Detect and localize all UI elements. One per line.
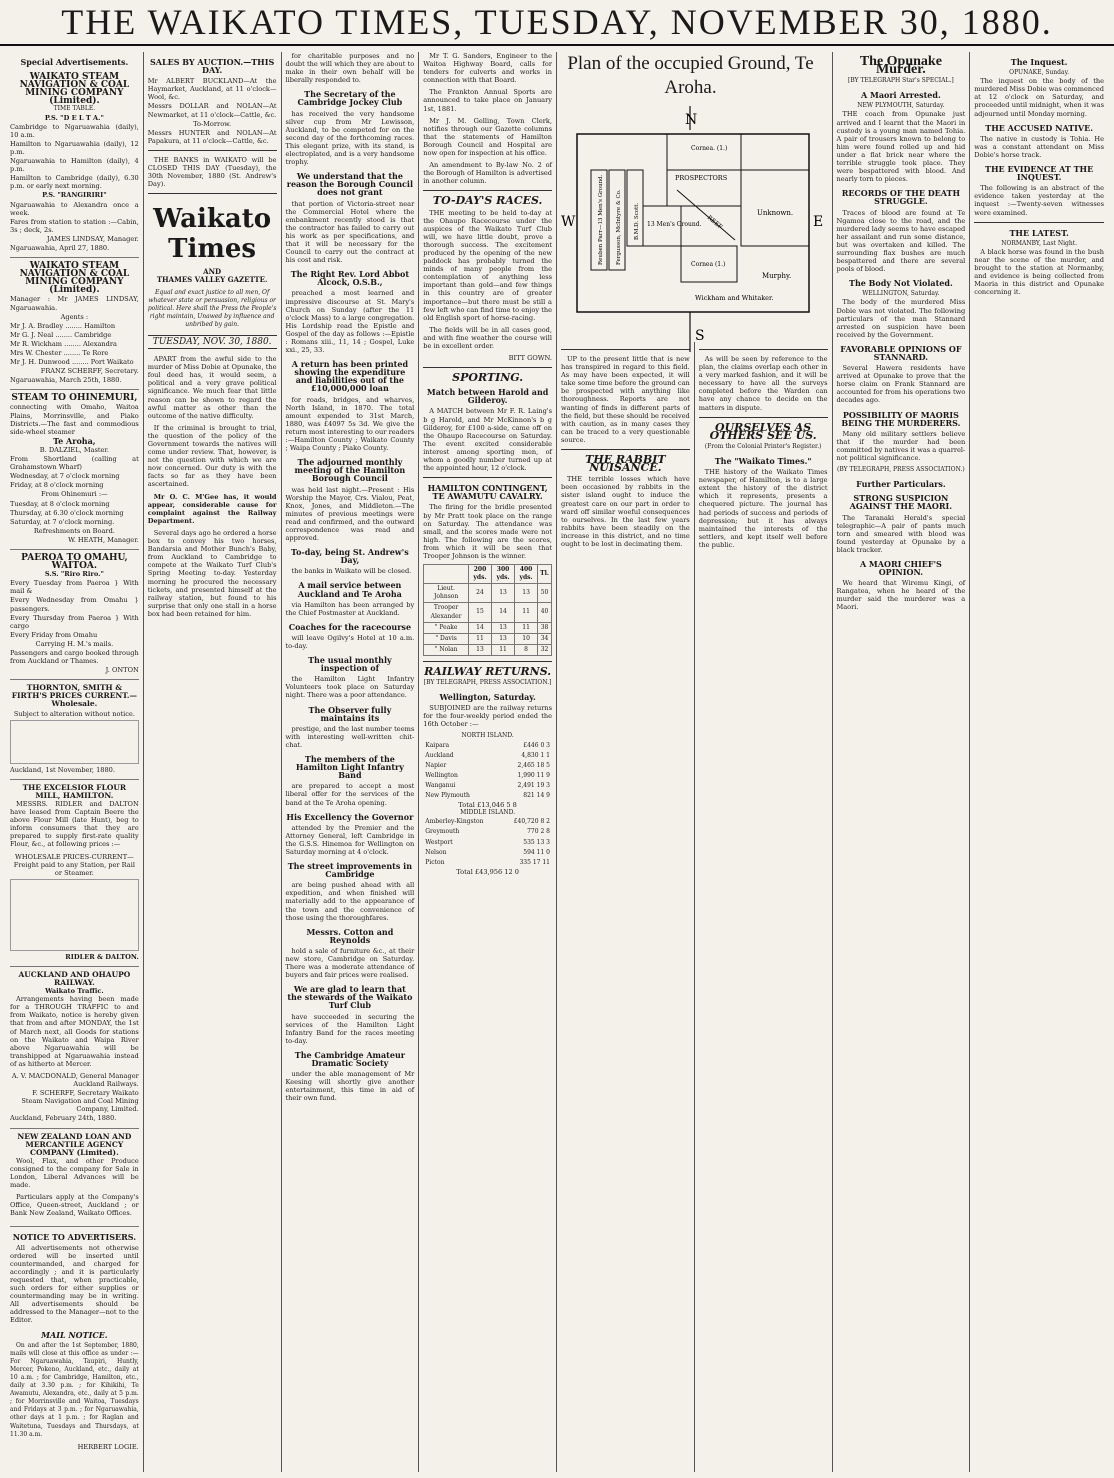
others-source: (From the Colonial Printer's Register.) (704, 442, 822, 450)
table-cell: 14 (492, 603, 515, 622)
price-table (10, 879, 139, 951)
ad-paragraph: Arrangements having been made for a THROUGH TRAFFIC to and from Waikato, notice is hereby given that from and after MONDAY, the 1st of March next, all Goods for stations on the Waikato and Waipa River above Ngaruawahia will be transhipped at Ngaruawahia instead of as hitherto at Mercer. (10, 995, 139, 1068)
compass-west: W (561, 214, 576, 230)
ad-line: Wednesday, at 7 o'clock morning (10, 472, 120, 481)
bmd-label: B.M.D. Scott. (634, 202, 640, 240)
accused-heading: THE ACCUSED NATIVE. (985, 122, 1094, 133)
table-cell: " Nolan (424, 644, 469, 655)
match-text: A MATCH between Mr F. R. Laing's b g Harold, and Mr McKinnon's b g Gilderoy, for £100 a-side, came off on the Ohaupo Racecourse on Saturday. The event excited considerable interest among sporting men, of whom a goodly number turned up at the appointed hour, 12 o'clock. (423, 407, 552, 473)
unknown-claim (741, 170, 809, 246)
ad-steam-ohinemuri (10, 390, 139, 550)
column-inquest (970, 52, 1108, 1472)
body-text: The body of the murdered Miss Dobie was not violated. The following particulars of the man Stannard arrested on suspicion have been received by the Government. (836, 298, 966, 339)
chief-heading: A MAORI CHIEF'S OPINION. (859, 558, 942, 578)
news-heading: A mail service between Auckland and Te Aroha (297, 580, 402, 599)
ad-line: Auckland, February 24th, 1880. (10, 1114, 117, 1123)
races-paragraph: The fields will be in all cases good, and with fine weather the course will be in excellent order. (423, 325, 552, 350)
news-paragraph: Mr T. G. Sanders, Engineer to the Waitoa Highway Board, calls for tenders for culverts and works in connection with that Board. (423, 52, 552, 85)
news-paragraph: An amendment to By-law No. 2 of the Borough of Hamilton is advertised in another column. (423, 161, 552, 186)
sales-line: Messrs DOLLAR and NOLAN—At Newmarket, at 11 o'clock—Cattle, &c. (147, 102, 277, 119)
news-heading: To-day, being St. Andrew's Day, (291, 547, 409, 566)
column-editorial (144, 52, 282, 1472)
ad-line: Every Thursday from Paeroa } With cargo (10, 613, 139, 630)
news-heading: The Observer fully maintains its (308, 704, 392, 723)
ad-line: Carrying H. M.'s mails. (35, 639, 114, 648)
news-paragraph: are prepared to accept a most liberal offer for the services of the band at the Te Aroha opening. (285, 782, 415, 807)
table-cell: Trooper Alexander (424, 603, 469, 622)
ad-line: Hamilton to Ngaruawahia (daily), 12 p.m. (10, 139, 139, 156)
column-local-news (282, 52, 420, 1472)
ad-line: WHOLESALE PRICES-CURRENT—Freight paid to any Station, per Rail or Steamer. (13, 852, 135, 877)
table-cell: £446 0 3 (523, 741, 550, 749)
compass-south: S (695, 328, 705, 344)
table-cell: 594 11 0 (523, 848, 550, 856)
inquest-text: The inquest on the body of the murdered Miss Dobie was commenced at 12 o'clock on Saturday, and proceeded until midnight, when it was adjourned until Monday morning. (974, 77, 1104, 118)
news-paragraph: attended by the Premier and the Attorney General, left Cambridge in the G.S.S. Hinemoa for Wellington on Saturday morning at 4 o'clock. (285, 823, 415, 856)
scores-header-cell: 200 yds. (468, 565, 491, 584)
mcgee-text: Several days ago he ordered a horse box to convey his two horses, Bandarsia and Mother Bunch's Baby, from Auckland to Cambridge to compete at the Waikato Turf Club's Spring Meeting to-day. Yesterday morning he procured the necessary tickets, and presented himself at the railway station, but found to his surprise that only one stall in a horse box had been retained for him. (147, 528, 277, 618)
inquest-heading: The Inquest. (1010, 57, 1068, 67)
table-row (424, 603, 552, 622)
cornea-label: Cornea. (1.) (691, 145, 728, 152)
news-heading: The members of the Hamilton Light Infantry Band (295, 754, 404, 781)
leader-paragraph: If the criminal is brought to trial, the question of the policy of the Government towards the natives will come under review. That, however, is not the question with which we are now concerned. Our duty is with the facts so far as they have been ascertained. (147, 423, 277, 489)
ad-title: WAIKATO STEAM NAVIGATION & COAL MINING COMPANY (Limited). (19, 72, 130, 107)
ad-line: Mr J. H. Dunwood ........ Port Waikato (10, 358, 134, 367)
contingent-heading: HAMILTON CONTINGENT, TE AWAMUTU CAVALRY. (427, 483, 548, 502)
leader-paragraph: APART from the awful side to the murder of Miss Dobie at Opunake, the foul deed has, it would seem, a political and a very grave political significance. We much fear that little reason can be shown to regard the awful matter as other than the outcome of the native difficulty. (147, 355, 277, 420)
news-heading: The street improvements in Cambridge (287, 861, 413, 880)
sales-line: Mr ALBERT BUCKLAND—At the Haymarket, Auckland, at 11 o'clock—Wool, &c. (147, 77, 277, 102)
ad-line: Ngaruawahia, April 27, 1880. (10, 243, 110, 252)
table-row (423, 838, 552, 848)
news-paragraph: The Frankton Annual Sports are announced to take place on January 1st, 1881. (423, 88, 552, 113)
ad-waikato-steam (10, 69, 139, 258)
news-heading: The usual monthly inspection of (308, 655, 392, 674)
news-paragraph: for roads, bridges, and wharves, North Island, in 1870. The total amount expended to 31st March, 1880, was £4097 5s 3d. We give the return most interesting to our readers :—Hamilton County ; Waikato County ; Waipa County ; Piako County. (285, 395, 415, 453)
ad-line: Fares from station to station :—Cabin, 3s ; deck, 2s. (10, 217, 139, 234)
ad-title: WAIKATO STEAM NAVIGATION & COAL MINING COMPANY (Limited). (19, 261, 130, 296)
table-cell: £40,720 8 2 (513, 818, 550, 826)
ad-line: From Ohinemuri :— (41, 490, 108, 499)
table-row (423, 817, 552, 827)
ad-line: Every Tuesday from Paeroa } With mail & (10, 579, 139, 596)
table-cell: Nelson (425, 848, 447, 856)
strong-heading: STRONG SUSPICION AGAINST THE MAORI. (849, 493, 953, 512)
news-paragraph: was held last night.—Present : His Worship the Mayor, Crs. Vialou, Peat, Knox, Jones, and Middleton.—The minutes of previous meetings were read and confirmed, and the outward correspondence was read and approved. (285, 485, 415, 543)
ad-paeroa-omahu (10, 550, 139, 680)
table-cell: 34 (538, 633, 552, 644)
table-cell: Lieut. Johnson (424, 584, 469, 603)
scores-table (423, 564, 552, 656)
favour-heading: FAVORABLE OPINIONS OF STANNARD. (840, 343, 962, 362)
unknown-label: Unknown. (757, 209, 794, 217)
ad-waikato-agents (10, 258, 139, 390)
chief-text: We heard that Wiremu Kingi, of Rangatea, when he heard of the murder said the murderer was a Maori. (836, 579, 966, 612)
table-row (423, 761, 552, 771)
body-heading: The Body Not Violated. (849, 278, 953, 289)
arrest-heading: A Maori Arrested. (860, 90, 941, 101)
table-cell: " Peake (424, 622, 469, 633)
ad-line: Refreshments on Board. (33, 526, 115, 535)
ad-title: STEAM TO OHINEMURI, (11, 393, 138, 404)
sales-line: Messrs HUNTER and NOLAN—At Papakura, at 11 o'clock—Cattle, &c. (147, 128, 277, 145)
possibility-heading: POSSIBILITY OF MAORIS BEING THE MURDERERS. (841, 409, 961, 428)
railway-subheading: Wellington, Saturday. (439, 692, 536, 703)
reuben-label: Reuben Parr—13 Men's Ground. (598, 174, 604, 265)
body-dateline: WELLINGTON, Saturday. (862, 290, 940, 298)
others-heading: OURSELVES AS OTHERS SEE US. (709, 420, 817, 442)
table-row (424, 644, 552, 655)
table-cell: 38 (538, 622, 552, 633)
table-row (423, 858, 552, 868)
table-cell: 4,830 1 1 (521, 751, 550, 759)
railway-text: SUBJOINED are the railway returns for the four-weekly period ended the 16th October :— (423, 704, 552, 729)
te-aroha-plan (557, 52, 824, 342)
table-row (424, 584, 552, 603)
ad-line: Thursday, at 6.30 o'clock morning (10, 508, 124, 517)
table-cell: 11 (515, 603, 538, 622)
table-cell: 821 14 9 (523, 792, 550, 800)
middle-island-heading: MIDDLE ISLAND. (460, 809, 516, 817)
mail-heading: MAIL NOTICE. (41, 1329, 108, 1340)
table-cell: 15 (468, 603, 491, 622)
table-cell: Greymouth (425, 828, 460, 836)
news-heading: The Secretary of the Cambridge Jockey Club (297, 89, 403, 108)
table-row (423, 827, 552, 837)
ad-line: Mr J. A. Bradley ........ Hamilton (10, 321, 116, 330)
motto: Equal and exact justice to all men, Of whatever state or persuasion, religious or political. Here shall the Press the People's right maintain, Unawed by influence and unbribed by gain. (147, 288, 277, 328)
news-heading: The adjourned monthly meeting of the Hamilton Borough Council (294, 457, 406, 484)
others-text: THE history of the Waikato Times newspaper, of Hamilton, is to a large extent the history of the district which it represents, presents a chequered picture. The journal has had periods of success and periods of depression; but it has always maintained the interests of the settlers, and kept itself well before the public. (698, 468, 828, 549)
ad-title: PAEROA TO OMAHU, WAITOA. (21, 552, 128, 572)
news-paragraph: Mr J. M. Gelling, Town Clerk, notifies through our Gazette columns that the statements of Hamilton Borough Council and Hospital are now open for inspection at his office. (423, 116, 552, 158)
news-paragraph: prestige, and the last number teems with interesting well-written chit-chat. (285, 724, 415, 749)
news-heading: We understand that the reason the Borough Council does not grant (286, 171, 413, 198)
table-cell: Picton (425, 858, 445, 866)
table-cell: 2,465 18 5 (517, 761, 550, 769)
table-cell: 11 (468, 633, 491, 644)
ad-line: From Shortland (calling at Grahamstown Wharf) (10, 455, 139, 472)
sales-heading: SALES BY AUCTION.—THIS DAY. (150, 57, 275, 76)
section-heading: Special Advertisements. (20, 57, 129, 67)
match-heading: Match between Harold and Gilderoy. (426, 387, 549, 406)
bank-notice: THE BANKS in WAIKATO will be CLOSED THIS DAY (Tuesday), the 30th November, 1880 (St. Andrew's Day). (147, 155, 277, 189)
latest-text: A black horse was found in the bush near the scene of the murder, and brought to the station at Normanby, and evidence is being collected from Maoria in this district and Opunake concerning it. (974, 247, 1104, 297)
ad-line: Hamilton to Cambridge (daily), 6.30 p.m. or early next morning. (10, 174, 139, 191)
column-advertisements (6, 52, 144, 1472)
mail-text: On and after the 1st September, 1880, mails will close at this office as under :—For Ngaruawahia, Taupiri, Huntly, Mercer, Pokeno, Auckland, etc., daily at 10 a.m. ; for Cambridge, Hamilton, etc., daily at 3.30 p.m. ; for Kihikihi, Te Awamutu, Alexandra, etc., daily at 5 p.m. ; for Morrinsville and Waitoa, Tuesdays and Fridays at 3 p.m. ; for Ngaruawahia, other days at 1 p.m. ; for Raglan and Waitetuna, Tuesdays and Thursdays, at 11.30 a.m. (10, 1341, 139, 1438)
ad-subtitle: TIME TABLE. (53, 105, 96, 113)
news-heading: Messrs. Cotton and Reynolds (306, 926, 394, 945)
table-cell: Westport (425, 838, 453, 846)
ad-paragraph: Wool, Flax, and other Produce consigned to the company for Sale in London, Liberal Advances will be made. (10, 1156, 139, 1190)
ad-paragraph: MESSRS. RIDLER and DALTON have leased from Captain Beere the above Flour Mill (late Hunt), beg to inform consumers that they are prepared to supply first-rate quality Flour, &c., at following prices :— (10, 799, 139, 849)
ad-line: Manager : Mr JAMES LINDSAY, Ngaruawahia. (10, 295, 139, 312)
arrest-dateline: NEW PLYMOUTH, Saturday. (857, 102, 945, 110)
reef-label: REEF (705, 214, 724, 231)
sporting-heading: SPORTING. (452, 371, 524, 385)
ad-line: Ngaruawahia to Hamilton (daily), 4 p.m. (10, 157, 139, 174)
paper-title: Waikato Times (153, 204, 272, 265)
table-cell: " Davis (424, 633, 469, 644)
others-subheading: The "Waikato Times." (714, 455, 812, 466)
ad-title: THE EXCELSIOR FLOUR MILL, HAMILTON. (22, 782, 127, 800)
ad-line: A. V. MACDONALD, General Manager Auckland Railways. (11, 1072, 139, 1089)
ad-line: Auckland, 1st November, 1880. (10, 765, 115, 774)
news-paragraph: has received the very handsome silver cup from Mr Lewisson, Auckland, to be competed for on the second day of the forthcoming races. This elegant prize, with its stand, is electroplated, and is a very handsome trophy. (285, 109, 415, 167)
ad-line: Every Friday from Omahu (10, 630, 98, 639)
mail-signature: HERBERT LOGIE. (77, 1442, 139, 1451)
rabbit-text: THE terrible losses which have been occasioned by rabbits in the sister island ought to induce the greatest care on our part in order to ward off similar woeful consequences to ourselves. In the last few years rabbits have been steadily on the increase in this district, and no time ought to be lost in decimating them. (561, 475, 690, 548)
notice-heading: NOTICE TO ADVERTISERS. (12, 1231, 136, 1242)
plan-diagram (557, 100, 824, 358)
table-cell: 50 (538, 584, 552, 603)
news-paragraph: As will be seen by reference to the plan, the claims overlap each other in a very marked fashion, and it will be necessary to have all the surveys completed before the Warden can have any chance to decide on the matters in dispute. (698, 355, 828, 412)
column-opunake-murder (833, 52, 971, 1472)
ad-line: Agents : (60, 312, 89, 321)
table-cell: 13 (492, 622, 515, 633)
ad-line: RIDLER & DALTON. (65, 952, 139, 961)
ad-line: Tuesday, at 8 o'clock morning (10, 499, 110, 508)
table-cell: 11 (515, 622, 538, 633)
table-cell: 8 (515, 644, 538, 655)
column-races (419, 52, 557, 1472)
news-heading: The Right Rev. Lord Abbot Alcock, O.S.B., (290, 269, 410, 288)
table-cell: 40 (538, 603, 552, 622)
contingent-text: The firing for the bridle presented by Mr Pratt took place on the range on Saturday. The attendance was small, and the scores made were not high. The following are the scores, from which it will be seen that Trooper Johnson is the winner. (423, 503, 552, 560)
scores-header-cell: 400 yds. (515, 565, 538, 584)
table-cell: 14 (468, 622, 491, 633)
railway-source: [BY TELEGRAPH, PRESS ASSOCIATION.] (423, 679, 552, 686)
table-row (423, 781, 552, 791)
middle-island-total: Total £43,956 12 0 (456, 867, 519, 876)
table-cell: 13 (492, 584, 515, 603)
ad-line: Saturday, at 7 o'clock morning. (10, 517, 115, 526)
further-heading: Further Particulars. (856, 479, 946, 490)
ad-line: Every Wednesday from Omahu } passengers. (10, 596, 139, 613)
table-cell: Auckland (425, 751, 454, 759)
news-paragraph: the banks in Waikato will be closed. (291, 567, 412, 576)
table-cell: 1,990 11 9 (517, 771, 550, 779)
murphy-label: Murphy. (762, 272, 792, 280)
fergusson-label: Fergusson, McIntyre & Co. (616, 189, 622, 265)
ad-line: Ngaruawahia, March 25th, 1880. (10, 376, 122, 385)
table-cell: 2,491 19 3 (517, 781, 550, 789)
ad-line: W. HEATH, Manager. (68, 535, 139, 544)
table-cell: 11 (492, 644, 515, 655)
ad-line: Mr G. J. Neal ........ Cambridge (10, 330, 112, 339)
ad-line: JAMES LINDSAY, Manager. (46, 234, 139, 243)
table-cell: 10 (515, 633, 538, 644)
table-cell: Kaipara (425, 741, 450, 749)
records-heading: RECORDS OF THE DEATH STRUGGLE. (841, 188, 961, 207)
ad-line: Passengers and cargo booked through from Auckland or Thames. (10, 649, 139, 666)
ad-ship-name: Te Aroha, (53, 435, 96, 446)
table-row (424, 633, 552, 644)
inquest-dateline: OPUNAKE, Sunday. (1009, 69, 1070, 77)
opunake-source: [BY TELEGRAPH Star's SPECIAL.] (848, 77, 954, 85)
news-paragraph: the Hamilton Light Infantry Volunteers took place on Saturday night. There was a poor attendance. (285, 675, 415, 700)
ad-excelsior-flour (10, 780, 139, 967)
latest-dateline: NORMANBY, Last Night. (1001, 239, 1078, 247)
ad-ship-name: S.S. "Riro Riro." (44, 570, 104, 579)
table-cell: 770 2 8 (527, 828, 550, 836)
table-cell: Wanganui (425, 781, 456, 789)
news-heading: Coaches for the racecourse (288, 621, 412, 632)
opunake-heading: The Opunake Murder. (859, 54, 942, 78)
ad-line: J. ONTON (105, 666, 139, 675)
news-paragraph: are being pushed ahead with all expedition, and when finished will materially add to the appearance of the town and the convenience of those using the thoroughfares. (285, 881, 415, 922)
ad-line: connecting with Omaho, Waitoa Plains, Morrinsville, and Piako Districts.—The fast and commodious side-wheel steamer (10, 403, 139, 436)
table-row (423, 848, 552, 858)
ad-title: NEW ZEALAND LOAN AND MERCANTILE AGENCY COMPANY (Limited). (17, 1131, 132, 1157)
ad-line: B. DALZIEL, Master. (39, 445, 109, 454)
dateline: TUESDAY, NOV. 30, 1880. (148, 335, 277, 349)
news-paragraph: hold a sale of furniture &c., at their new store, Cambridge on Saturday. There was a moderate attendance of buyers and fair prices were realised. (285, 946, 415, 980)
ad-nz-loan (10, 1129, 139, 1227)
notice-text: All advertisements not otherwise ordered will be inserted until countermanded, and charged for accordingly ; and it is particularly requested that, when practicable, such orders for either supplies or countermanding may be in writing. All advertisements should be addressed to the Manager—not to the Editor. (10, 1243, 139, 1325)
ad-line: Subject to alteration without notice. (13, 709, 135, 718)
paper-subtitle: THAMES VALLEY GAZETTE. (156, 275, 268, 285)
ad-line: Ngaruawahia to Alexandra once a week. (10, 200, 139, 217)
north-island-table (423, 741, 552, 802)
railway-heading: RAILWAY RETURNS. (424, 664, 552, 678)
strong-text: The Taranaki Herald's special telegraphic—A pair of pants much torn and smeared with blood was found yesterday at Opunake by a black tracker. (836, 513, 966, 554)
mcgee-heading: Mr O. C. M'Gee has, it would appear, considerable cause for complaint against the Railway Department. (147, 492, 277, 525)
races-paragraph: THE meeting to be held to-day at the Ohaupo Racecourse under the auspices of the Waikato Turf Club will, we have little doubt, prove a thorough success. The excitement produced by the opening of the new paddock has probably turned the minds of many people from the contemplation of anything less important than gold—and few things in this country are of greater importance—but there must be still a few left who can find time to enjoy the old English sport of horse-racing. (423, 208, 552, 322)
news-paragraph: under the able management of Mr Keesing will shortly give another entertainment, this time in aid of their own fund. (285, 1070, 415, 1103)
table-row (423, 771, 552, 781)
table-cell: 535 13 3 (523, 838, 550, 846)
table-cell: 13 (468, 644, 491, 655)
table-cell: Napier (425, 761, 447, 769)
plan-title: Plan of the occupied Ground, Te Aroha. (567, 53, 814, 98)
news-paragraph: UP to the present little that is new has transpired in regard to this field. As may have been expected, it will take some time before the ground can be prospected with anything like thoroughness. Reports are not wanting of finds in different parts of the field, but these should be received with caution, as in many cases they can be traced to a very questionable source. (561, 355, 690, 444)
ad-title: AUCKLAND AND OHAUPO RAILWAY. (18, 969, 131, 987)
favour-text: Several Hawera residents have arrived at Opunake to prove that the horse claim on Frank Stannard are accounted for from his operations two decades ago. (836, 364, 966, 405)
ad-line: Mrs W. Chester ........ Te Rore (10, 349, 109, 357)
compass-east: E (813, 214, 824, 230)
news-paragraph: have succeeded in securing the services of the Hamilton Light Infantry Band for the races meeting to-day. (285, 1012, 415, 1045)
table-row (424, 622, 552, 633)
middle-island-table (423, 817, 552, 867)
north-island-total: Total £13,046 5 8 (458, 801, 517, 810)
compass-north: N (685, 112, 698, 128)
ad-line: FRANZ SCHERFF, Secretary. (40, 367, 139, 376)
press-association: (BY TELEGRAPH, PRESS ASSOCIATION.) (837, 466, 965, 474)
news-heading: The Cambridge Amateur Dramatic Society (294, 1049, 405, 1069)
news-paragraph: via Hamilton has been arranged by the Chief Postmaster at Auckland. (285, 600, 415, 617)
news-paragraph: for charitable purposes and no doubt the will which they are about to make in their own behalf will be liberally responded to. (285, 52, 415, 85)
table-row (423, 751, 552, 761)
table-cell: 13 (515, 584, 538, 603)
newspaper-masthead: THE WAIKATO TIMES, TUESDAY, NOVEMBER 30, 1880. (0, 0, 1114, 46)
ad-title: THORNTON, SMITH & FIRTH'S PRICES CURRENT.—Wholesale. (11, 683, 138, 709)
latest-heading: THE LATEST. (1009, 227, 1069, 238)
table-row (423, 791, 552, 801)
table-cell: Wellington (425, 771, 458, 779)
paper-and: AND (203, 267, 222, 277)
scores-header-cell: 300 yds. (492, 565, 515, 584)
table-cell: New Plymouth (425, 792, 470, 800)
cornea-claim (667, 134, 741, 170)
wickham-label: Wickham and Whitaker. (695, 294, 774, 302)
table-cell: 335 17 11 (519, 858, 550, 866)
scores-header-cell (424, 565, 469, 584)
ad-auckland-railway (10, 967, 139, 1129)
table-row (423, 741, 552, 751)
accused-text: The native in custody is Tohia. He was a constant attendant on Miss Dobie's horse track. (974, 134, 1104, 159)
ad-line: Mr R. Wickham ........ Alexandra (10, 339, 117, 348)
sales-line: To-Morrow. (193, 119, 232, 128)
records-text: Traces of blood are found at Te Ngamoa close to the road, and the murdered lady seems to have escaped her assailant and run some distance, but was overtaken and killed. The surrounding flax bushes are much bespattered and there are several pools of blood. (836, 208, 966, 274)
north-island-heading: NORTH ISLAND. (461, 732, 514, 740)
table-cell: Amberley-Kingston (425, 818, 484, 826)
ad-subtitle: Waikato Traffic. (45, 987, 104, 996)
scores-header-cell: Tl. (538, 565, 552, 584)
ad-line: Friday, at 8 o'clock morning (10, 481, 104, 490)
possibility-text: Many old military settlers believe that if the murder had been committed by natives it was a quarrel-not political significance. (836, 429, 966, 463)
mens-ground-label: 13 Men's Ground. (647, 221, 702, 228)
table-cell: 24 (468, 584, 491, 603)
price-table (10, 720, 139, 764)
ad-line: Cambridge to Ngaruawahia (daily), 10 a.m. (10, 122, 139, 139)
table-cell: 13 (492, 633, 515, 644)
ad-ship-name: P.S. "D E L T A." (44, 113, 104, 122)
ad-line: F. SCHERFF, Secretary Waikato Steam Navigation and Coal Mining Company, Limited. (21, 1089, 139, 1114)
ad-ship-name: P.S. "RANGIRIRI" (42, 191, 107, 200)
cornea-lower-label: Cornea (1.) (691, 261, 726, 268)
races-heading: TO-DAY'S RACES. (432, 194, 543, 208)
prospectors-label: PROSPECTORS (675, 174, 728, 182)
news-heading: A return has been printed showing the expenditure and liabilities out of the £10,000,000 loan (291, 359, 409, 394)
rabbit-heading: THE RABBIT NUISANCE. (585, 453, 666, 475)
news-paragraph: will leave Ogilvy's Hotel at 10 a.m. to-day. (285, 633, 415, 650)
news-heading: We are glad to learn that the stewards of the Waikato Turf Club (287, 984, 413, 1011)
table-cell: 32 (538, 644, 552, 655)
races-signature: BITT GOWN. (508, 354, 552, 363)
evidence-heading: THE EVIDENCE AT THE INQUEST. (985, 164, 1094, 183)
ad-thornton-smith (10, 680, 139, 779)
arrest-text: THE coach from Opunake just arrived and I learnt that the Maori in custody is a young man named Tohia. A pair of trousers known to belong to him were found rolled up and hid under a flat brick near where the terrible struggle took place. They were bespattered with blood. And nearly torn to pieces. (836, 110, 966, 184)
news-paragraph: that portion of Victoria-street near the Commercial Hotel where the embankment recently stood is that the contractor has failed to carry out his work as per specifications, and that it will be necessary for the Council to carry out the contract at his cost and risk. (285, 199, 415, 265)
ad-paragraph: Particulars apply at the Company's Office, Queen-street, Auckland ; or Bank New Zealand, Waikato Offices. (10, 1193, 139, 1218)
news-paragraph: preached a most learned and impressive discourse at St. Mary's Church on Sunday (after the 11 o'clock Mass) to a large congregation. His Lordship read the Epistle and Gospel of the day as follows :—Epistle : Romans xiii., 11, 14 ; Gospel, Luke xxi., 25, 33. (285, 289, 415, 355)
evidence-text: The following is an abstract of the evidence taken yesterday at the inquest :—Twenty-seven witnesses were examined. (974, 184, 1104, 217)
news-heading: His Excellency the Governor (286, 811, 414, 822)
